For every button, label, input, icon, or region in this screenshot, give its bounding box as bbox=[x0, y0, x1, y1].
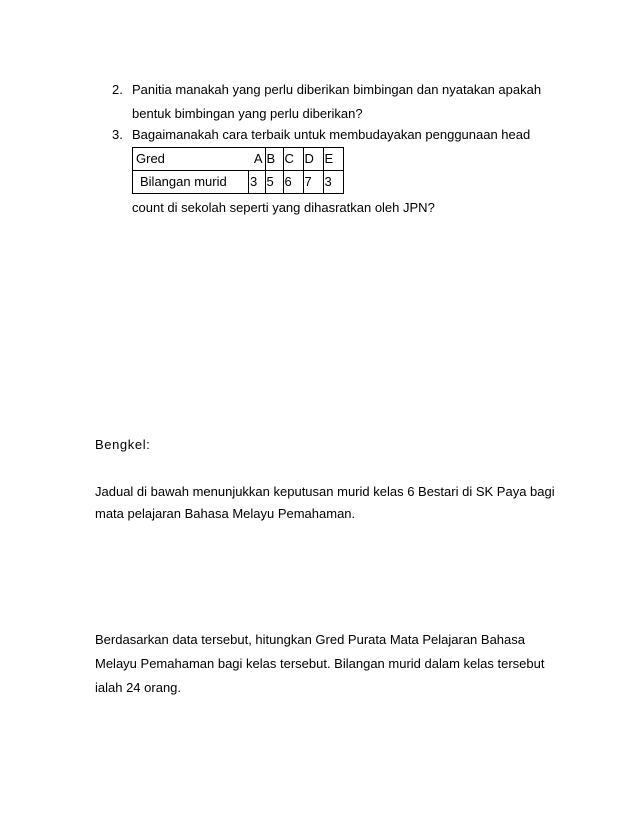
table-cell-count: 7 bbox=[303, 171, 323, 194]
question-text-line: count di sekolah seperti yang dihasratkan oleh JPN? bbox=[132, 200, 435, 215]
table-cell-grade: C bbox=[283, 148, 303, 171]
table-cell-grade: E bbox=[323, 148, 343, 171]
question-text-line: Bagaimanakah cara terbaik untuk membudayakan penggunaan head bbox=[132, 127, 531, 142]
grade-table bbox=[132, 147, 344, 194]
table-cell-count: 3 bbox=[249, 171, 266, 194]
table-cell-grade: D bbox=[303, 148, 323, 171]
intro-text-line: mata pelajaran Bahasa Melayu Pemahaman. bbox=[95, 506, 356, 521]
task-text-line: Melayu Pemahaman bagi kelas tersebut. Bilangan murid dalam kelas tersebut bbox=[95, 656, 545, 671]
task-text-line: ialah 24 orang. bbox=[95, 680, 182, 695]
table-row bbox=[133, 148, 344, 171]
table-row bbox=[133, 171, 344, 194]
table-header-label: Gred bbox=[133, 148, 249, 171]
table-row-label: Bilangan murid bbox=[133, 171, 249, 194]
question-number: 3. bbox=[112, 127, 123, 142]
question-number: 2. bbox=[112, 82, 123, 97]
table-cell-grade: B bbox=[265, 148, 283, 171]
question-text-line: bentuk bimbingan yang perlu diberikan? bbox=[132, 106, 363, 121]
table-cell-count: 3 bbox=[323, 171, 343, 194]
table-cell-count: 5 bbox=[265, 171, 283, 194]
section-heading: Bengkel: bbox=[95, 437, 151, 452]
intro-text-line: Jadual di bawah menunjukkan keputusan murid kelas 6 Bestari di SK Paya bagi bbox=[95, 484, 555, 499]
table-cell-grade: A bbox=[249, 148, 266, 171]
task-text-line: Berdasarkan data tersebut, hitungkan Gred Purata Mata Pelajaran Bahasa bbox=[95, 632, 525, 647]
question-text-line: Panitia manakah yang perlu diberikan bimbingan dan nyatakan apakah bbox=[132, 82, 542, 97]
table-cell-count: 6 bbox=[283, 171, 303, 194]
